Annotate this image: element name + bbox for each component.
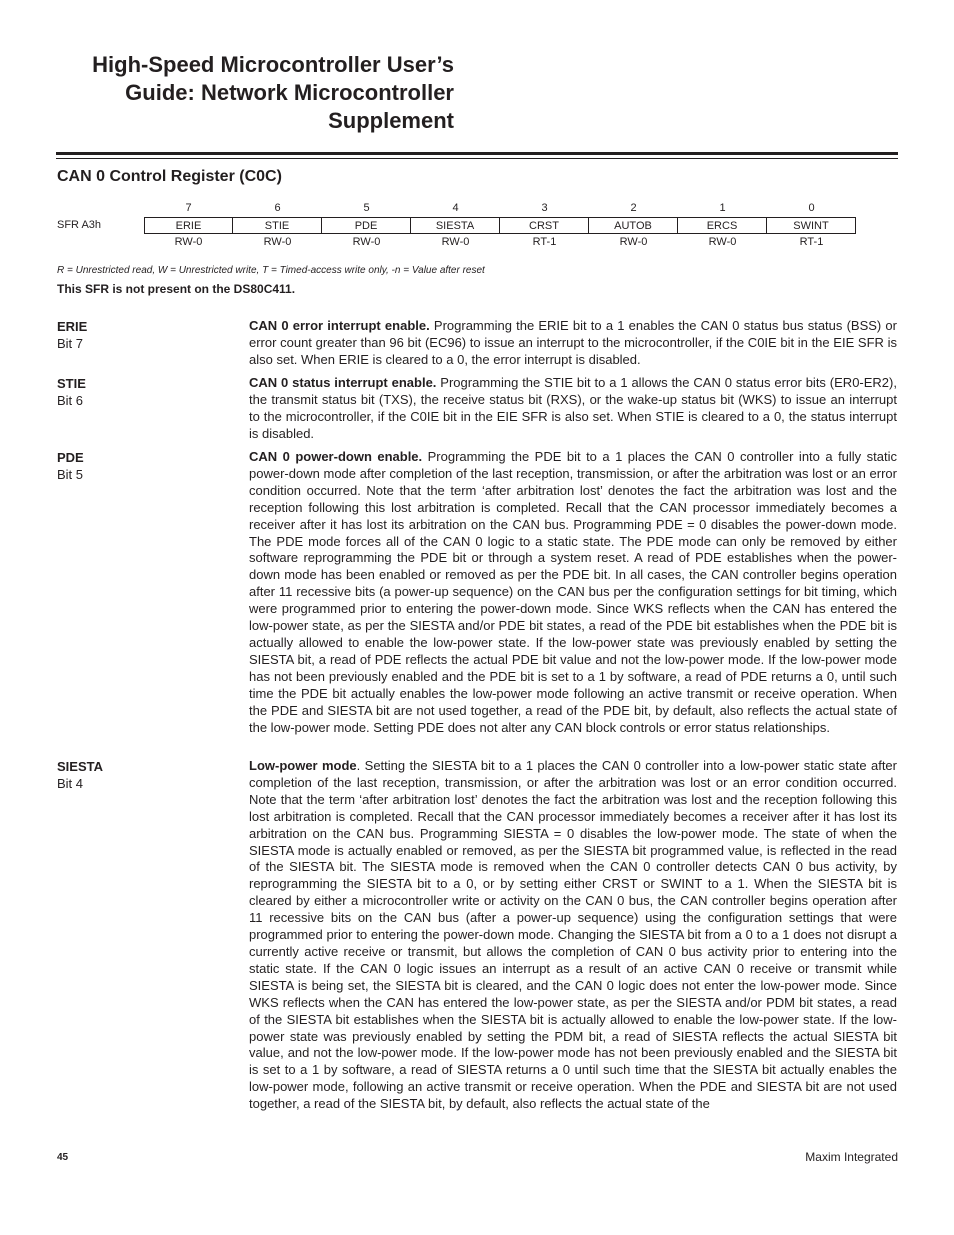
bit-access: RT-1: [799, 236, 824, 248]
bit-entry-name: STIE: [57, 376, 86, 391]
document-title-line-3: Supplement: [328, 108, 454, 133]
bit-access: RW-0: [708, 236, 737, 248]
bit-name-cell: PDE: [322, 217, 411, 234]
document-title-line-1: High-Speed Microcontroller User’s: [92, 52, 454, 77]
bit-access: RW-0: [174, 236, 203, 248]
bit-entry-position: Bit 4: [57, 776, 84, 791]
bit-name-cell: ERIE: [144, 217, 233, 234]
bit-description: [249, 449, 897, 736]
bit-number: 0: [808, 202, 815, 214]
bit-entry-name: PDE: [57, 450, 84, 465]
bit-description: [249, 318, 897, 369]
availability-notice: This SFR is not present on the DS80C411.: [57, 282, 296, 296]
bit-name-cell: CRST: [500, 217, 589, 234]
bit-description-heading: CAN 0 status interrupt enable.: [249, 375, 437, 390]
bit-number: 1: [719, 202, 726, 214]
bit-access: RT-1: [532, 236, 557, 248]
bit-number: 6: [274, 202, 281, 214]
bit-access: RW-0: [352, 236, 381, 248]
register-legend: R = Unrestricted read, W = Unrestricted write, T = Timed-access write only, -n = Value after reset: [57, 265, 485, 276]
bit-description: [249, 375, 897, 443]
bit-description-text: Programming the PDE bit to a 1 places the CAN 0 controller into a fully static power-down mode after completion of the last reception, transmission, or after the arbitration was lost or an error condition occurred. Note that the term ‘after arbitration lost’ denotes the fact the arbitration was lost and the reception following this lost arbitration is completed. Recall that the CAN processor immediately becomes a receiver after it has lost its arbitration on the CAN bus. Programming PDE = 0 disables the power-down mode. The PDE mode forces all of the CAN 0 logic to a static state. The PDE mode can only be removed by either software reprogramming the PDE bit or through a system reset. A read of PDE establishes when the power-down mode has been enabled or removed as per the PDE bit. In all cases, the CAN controller begins operation after 11 recessive bits (a power-up sequence) on the CAN bus per the configuration settings for bit timing, which were programmed prior to entering the power-down mode. Since WKS reflects when the CAN has entered the low-power state, as per the SIESTA and/or PDE bit states, a read of the PDE bit establishes when the PDE bit is actually allowed to enable the low-power state. If the low-power state was previously enabled by setting the SIESTA bit, a read of PDE reflects the actual PDE bit value and not the low-power mode. If the low-power mode has not been previously enabled and the PDE bit is set to a 1 by software, a read of PDE returns a 0, until such time the PDE bit actually enables the low-power mode following an active transmit or receive operation. When the PDE and SIESTA bit are not used together, a read of the PDE bit, by default, also reflects the actual state of the low-power mode. Setting PDE does not alter any CAN block controls or error status relationships.: [249, 449, 897, 735]
header-rule-thick: [56, 152, 898, 155]
bit-number: 4: [452, 202, 459, 214]
bit-number: 2: [630, 202, 637, 214]
bit-entry-position: Bit 6: [57, 393, 84, 408]
bit-description-heading: CAN 0 error interrupt enable.: [249, 318, 430, 333]
bit-description-heading: Low-power mode: [249, 758, 357, 773]
register-address-label: SFR A3h: [57, 219, 102, 231]
section-title: CAN 0 Control Register (C0C): [57, 168, 282, 185]
company-name: Maxim Integrated: [805, 1150, 898, 1164]
bit-access: RW-0: [441, 236, 470, 248]
bit-description-text: Programming the ERIE bit to a 1 enables the CAN 0 status bus status (BSS) or error count greater than 96 bit (EC96) to issue an interrupt to the microcontroller, if the C0IE bit in the EIE SFR is also set. When ERIE is cleared to a 0, the error interrupt is disabled.: [249, 318, 897, 367]
page-number: 45: [57, 1152, 69, 1163]
bit-access: RW-0: [619, 236, 648, 248]
bit-number: 5: [363, 202, 370, 214]
bit-name-cell: SIESTA: [411, 217, 500, 234]
bit-description-text: . Setting the SIESTA bit to a 1 places the CAN 0 controller into a low-power static state after completion of the last reception, transmission, or after the arbitration was lost or an error condition occurred. Note that the term ‘after arbitration lost’ denotes the fact the arbitration was lost and the reception following this lost arbitration is completed. Recall that the CAN processor immediately becomes a receiver after it has lost its arbitration on the CAN bus. Programming SIESTA = 0 disables the low-power mode. The state of when the SIESTA mode is actually enabled or removed, as per the SIESTA bit programmed value, is reflected in the read of the SIESTA bit. The SIESTA mode is removed when the CAN 0 controller detects CAN 0 bus activity, by reprogramming the SIESTA bit to a 0, or by setting either CRST or SWINT to a 1. When the SIESTA bit is cleared by either a microcontroller write or activity on the CAN 0 bus, the CAN controller begins operation after 11 recessive bits on the CAN bus (after a power-up sequence) using the configuration settings that were programmed prior to entering the power-down mode. Changing the SIESTA bit from a 0 to a 1 does not disrupt a currently active receive or transmit, but allows the completion of CAN 0 bus activity prior to entering into the static state. If the CAN 0 logic issues an interrupt as a result of an active CAN 0 receive or transmit while SIESTA is being set, the SIESTA bit is cleared, and the CAN 0 logic does not enter the low-power mode. Since WKS reflects when the CAN has entered the low-power state, as per the SIESTA and/or PDM bit states, a read of the SIESTA bit establishes when the SIESTA bit is actually allowed to enable the low-power state. If the low-power state was previously enabled by setting the PDM bit, a read of SIESTA reflects the actual SIESTA bit value, and not the low-power mode. If the low-power mode has not been previously enabled and the SIESTA bit is set to a 1 by software, a read of SIESTA returns a 0 until such time that the SIESTA bit actually enables the low-power mode, following an active transmit or receive operation. When the PDE and SIESTA bit are not used together, a read of the SIESTA bit, by default, also reflects the actual state of the: [249, 758, 897, 1112]
document-title: [92, 51, 454, 135]
bit-entry-position: Bit 5: [57, 467, 84, 482]
bit-name-cell: SWINT: [767, 217, 856, 234]
document-title-line-2: Guide: Network Microcontroller: [125, 80, 454, 105]
bit-description: [249, 758, 897, 1113]
bit-name-cell: AUTOB: [589, 217, 678, 234]
header-rule-thin: [56, 158, 898, 159]
bit-number: 7: [185, 202, 192, 214]
bit-number: 3: [541, 202, 548, 214]
bit-entry-name: ERIE: [57, 319, 88, 334]
bit-name-cell: STIE: [233, 217, 322, 234]
bit-description-heading: CAN 0 power-down enable.: [249, 449, 423, 464]
bit-description-text: Programming the STIE bit to a 1 allows the CAN 0 status error bits (ER0-ER2), the transmit status bit (TXS), the receive status bit (RXS), or the wake-up status bit (WKS) to issue an interrupt to the microcontroller, if the C0IE bit in the EIE SFR is also set. When STIE is cleared to a 0, the status interrupt is disabled.: [249, 375, 897, 441]
bit-entry-name: SIESTA: [57, 759, 103, 774]
bit-entry-position: Bit 7: [57, 336, 84, 351]
register-table: [57, 200, 857, 260]
bit-access: RW-0: [263, 236, 292, 248]
bit-name-cell: ERCS: [678, 217, 767, 234]
